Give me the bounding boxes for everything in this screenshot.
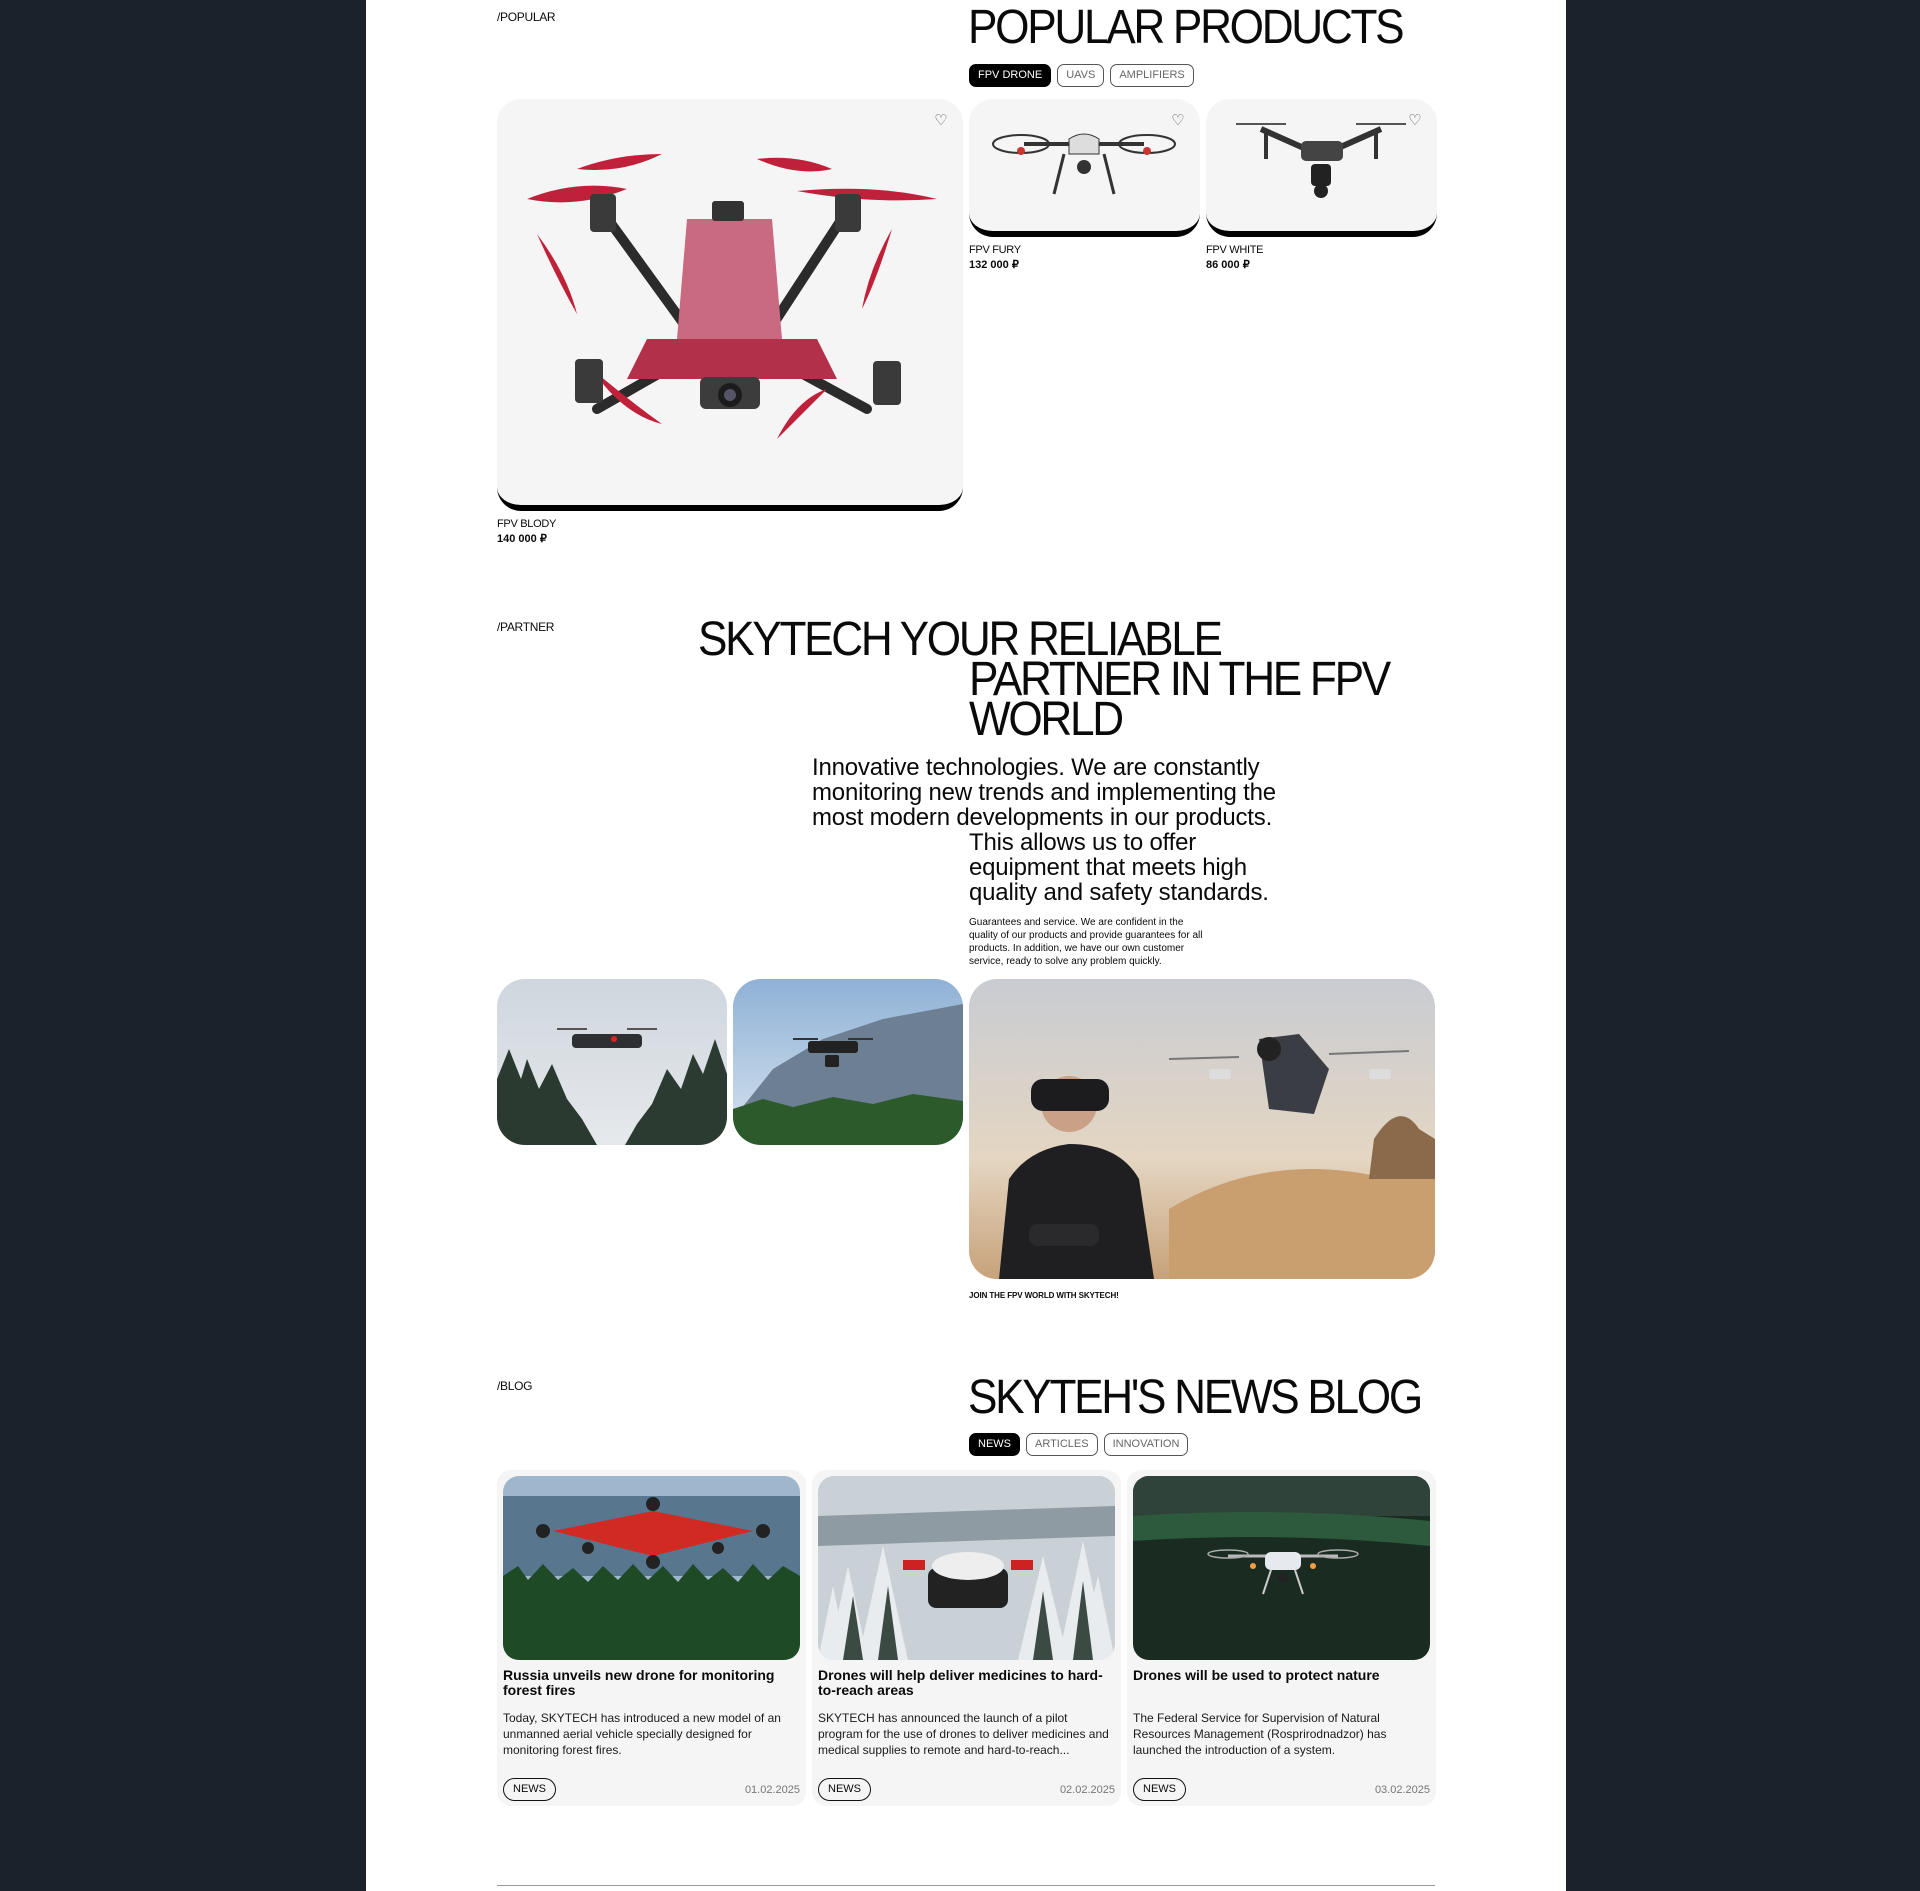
blog-post-text-1: Today, SKYTECH has introduced a new model of an unmanned aerial vehicle specially designed for monitoring forest fires. xyxy=(503,1711,781,1757)
blog-image-2 xyxy=(818,1476,1115,1660)
popular-title: POPULAR PRODUCTS xyxy=(968,1,1403,54)
blog-post-title-1[interactable]: Russia unveils new drone for monitoring forest fires xyxy=(503,1667,775,1698)
chip-uavs[interactable]: UAVS xyxy=(1057,64,1104,87)
partner-lead-6: quality and safety standards. xyxy=(969,879,1269,906)
partner-lead-1: Innovative technologies. We are constantly xyxy=(812,754,1260,781)
blog-filter-chips xyxy=(969,1433,1188,1456)
product-name-blody: FPV BLODY xyxy=(497,518,557,530)
blog-post-title-3[interactable]: Drones will be used to protect nature xyxy=(1133,1667,1380,1683)
product-price-fury: 132 000 ₽ xyxy=(969,259,1019,271)
heart-icon[interactable]: ♡ xyxy=(1408,112,1422,129)
blog-post-date-2: 02.02.2025 xyxy=(1059,1784,1115,1796)
partner-caption: JOIN THE FPV WORLD WITH SKYTECH! xyxy=(969,1291,1119,1300)
blog-title: SKYTEH'S NEWS BLOG xyxy=(968,1371,1421,1424)
product-price-white: 86 000 ₽ xyxy=(1206,259,1250,271)
section-tag-popular: /POPULAR xyxy=(497,10,556,24)
heart-icon[interactable]: ♡ xyxy=(1171,112,1185,129)
product-price-blody: 140 000 ₽ xyxy=(497,533,547,545)
product-filter-chips xyxy=(969,64,1194,87)
heart-icon[interactable]: ♡ xyxy=(934,112,948,129)
chip-news[interactable]: NEWS xyxy=(969,1433,1020,1456)
blog-card-2[interactable] xyxy=(812,1470,1121,1806)
chip-fpv-drone[interactable]: FPV DRONE xyxy=(969,64,1051,87)
product-image-blody xyxy=(497,99,963,505)
blog-image-1 xyxy=(503,1476,800,1660)
partner-lead-3: most modern developments in our products. xyxy=(812,804,1273,831)
partner-photo-mountain xyxy=(733,979,963,1145)
page xyxy=(366,0,1566,1891)
blog-card-3[interactable] xyxy=(1127,1470,1436,1806)
blog-post-tag-2[interactable]: NEWS xyxy=(818,1778,871,1801)
footer-divider xyxy=(497,1885,1435,1886)
chip-amplifiers[interactable]: AMPLIFIERS xyxy=(1110,64,1193,87)
partner-lead-4: This allows us to offer xyxy=(969,829,1197,856)
partner-title-line-3: WORLD xyxy=(969,693,1122,746)
blog-post-text-2: SKYTECH has announced the launch of a pilot program for the use of drones to deliver medicines and medical supplies to remote and hard-to-reach... xyxy=(818,1711,1109,1757)
blog-post-tag-1[interactable]: NEWS xyxy=(503,1778,556,1801)
partner-title-line-1: SKYTECH YOUR RELIABLE xyxy=(698,613,1221,666)
product-name-fury: FPV FURY xyxy=(969,244,1021,256)
blog-post-date-1: 01.02.2025 xyxy=(744,1784,800,1796)
section-tag-partner: /PARTNER xyxy=(497,620,555,634)
partner-photo-forest xyxy=(497,979,727,1145)
partner-lead-5: equipment that meets high xyxy=(969,854,1247,881)
blog-image-3 xyxy=(1133,1476,1430,1660)
blog-post-title-2[interactable]: Drones will help deliver medicines to hard-to-reach areas xyxy=(818,1667,1103,1698)
product-card-blody[interactable] xyxy=(497,99,963,511)
blog-post-date-3: 03.02.2025 xyxy=(1374,1784,1430,1796)
blog-post-text-3: The Federal Service for Supervision of Natural Resources Management (Rosprirodnadzor) has launched the introduction of a system. xyxy=(1133,1711,1387,1757)
partner-title-line-2: PARTNER IN THE FPV xyxy=(969,653,1389,706)
product-image-white xyxy=(1206,99,1437,231)
product-card-fury[interactable] xyxy=(969,99,1200,237)
product-card-white[interactable] xyxy=(1206,99,1437,237)
partner-guarantee-text: Guarantees and service. We are confident in the quality of our products and provide guarantees for all products. In addition, we have our own customer service, ready to solve any problem quickly. xyxy=(969,917,1203,967)
chip-innovation[interactable]: INNOVATION xyxy=(1104,1433,1189,1456)
chip-articles[interactable]: ARTICLES xyxy=(1026,1433,1098,1456)
blog-post-tag-3[interactable]: NEWS xyxy=(1133,1778,1186,1801)
product-name-white: FPV WHITE xyxy=(1206,244,1264,256)
product-image-fury xyxy=(969,99,1200,231)
partner-lead-2: monitoring new trends and implementing the xyxy=(812,779,1276,806)
partner-photo-pilot xyxy=(969,979,1435,1279)
section-tag-blog: /BLOG xyxy=(497,1379,533,1393)
blog-card-1[interactable] xyxy=(497,1470,806,1806)
